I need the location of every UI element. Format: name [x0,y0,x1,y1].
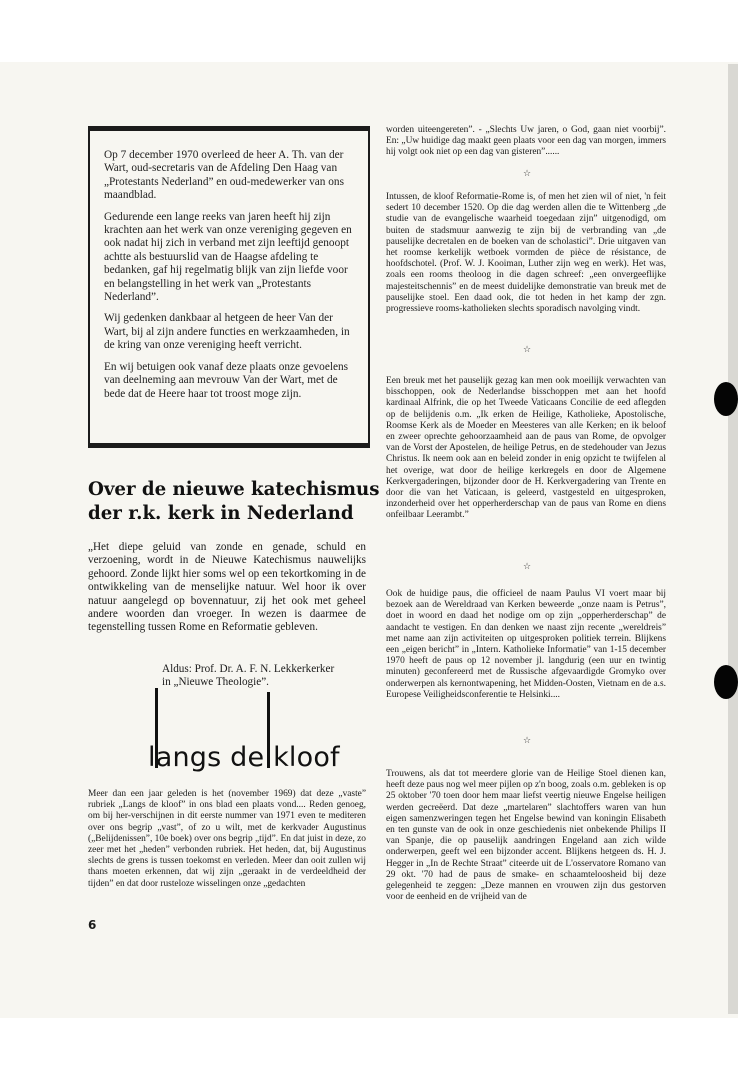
right-column-block-1 [386,125,666,159]
punch-hole-top [714,382,738,416]
column-logo [148,688,340,780]
right-paragraph: Trouwens, als dat tot meerdere glorie van de Heilige Stoel dienen kan, heeft deze paus nog wel meer pijlen op z'n boog, zoals o.m. gebleken is op 25 oktober '70 toen door hem maar liefst veertig nieuwe Engelse heiligen werden gecreëerd. Dat deze „martelaren” slachtoffers waren van hun eigen samenzweringen tegen het Engelse bewind van koningin Elisabeth en ten gunste van de ook in onze geschiedenis niet onbekende Philips II van Spanje, die op pauselijk aandringen Engeland aan zich wilde onderwerpen, geeft wel een bijzonder accent. Blijkens hetgeen ds. H. J. Hegger in „In de Rechte Straat” citeerde uit de L'osservatore Romano van 29 okt. '70 had de paus de smake- en schaamteloosheid bij deze gelegenheid te zeggen: „Deze mannen en vrouwen zijn dus gestorven voor de eenheid en de vrijheid van de [386,769,666,903]
section-star: ☆ [523,736,532,746]
right-paragraph: Intussen, de kloof Reformatie-Rome is, of men het zien wil of niet, 'n feit sedert 10 december 1520. Op die dag werden allen die te Wittenberg „de studie van de evangelische waarheid toegedaan zijn” uitgenodigd, om buiten de stadsmuur aanwezig te zijn bij de verbranding van „de pauselijke decretalen en de boeken van de scholastici”. Drie uitgaven van het roomse kerkelijk wetboek vormden de pièce de résistance, de hoofdschotel. (Prof. W. J. Kooiman, Luther zijn weg en werk). Het was, zoals een rooms theoloog in die dagen schreef: „een onvergeeflijke majesteitschennis” en de meest duidelijke demonstratie van breuk met de pauselijke stoel. Een daad ook, die tot heden in het kamp der zgn. progressieve rooms-katholieken slechts sporadisch navolging vindt. [386,192,666,315]
section-star: ☆ [523,169,532,179]
right-column-block-3 [386,376,666,522]
column-intro [88,789,366,890]
section-star: ☆ [523,562,532,572]
obituary-paragraph: Gedurende een lange reeks van jaren heeft hij zijn krachten aan het werk van onze vereniging gegeven en ook nadat hij zich in verband met zijn leeftijd genoopt achtte als bestuurslid van de Haagse afdeling te bedanken, gaf hij regelmatig blijk van zijn liefde voor en belangstelling in het werk van „Protestants Nederland”. [104,210,352,304]
section-star: ☆ [523,345,532,355]
quote-attribution [162,663,334,690]
attribution-source: in „Nieuwe Theologie”. [162,676,269,689]
obituary-box [88,126,370,448]
obituary-paragraph: Op 7 december 1970 overleed de heer A. Th. van der Wart, oud-secretaris van de Afdeling Den Haag van „Protestants Nederland” en oud-medewerker van ons maandblad. [104,149,344,202]
logo-text: langs de kloof [148,742,340,773]
intro-text: Meer dan een jaar geleden is het (november 1969) dat deze „vaste” rubriek „Langs de kloof” in ons blad een plaats vond.... Reden genoeg, om bij her-verschijnen in dit eerste nummer van 1971 even te mediteren over ons begrip „vast”, of zo u wilt, met de kerkvader Augustinus („Belijdenissen”, 10e boek) over ons begrip „tijd”. En dat juist in deze, zo zeer met het „heden” verbonden rubriek. Het heden, dat, bij Augustinus slechts de grens is tussen toekomst en verleden. Meer dan ooit zullen wij thans moeten erkennen, dat wij zijn „geraakt in de verdeeldheid der tijden” en dat door rusteloze wisselingen onze „gedachten [88,789,366,889]
article-quote [88,541,366,635]
right-column-block-5 [386,769,666,903]
right-paragraph: Een breuk met het pauselijk gezag kan men ook moeilijk verwachten van bisschoppen, ook de Nederlandse bisschoppen met aan het hoofd kardinaal Alfrink, die op het Tweede Vaticaans Concilie de eed aflegden op de belijdenis o.m. „Ik erken de Heilige, Katholieke, Apostolische, Roomse Kerk als de Moeder en Meesteres van alle Kerken; en ik beloof en zweer oprechte gehoorzaamheid aan de paus van Rome, de opvolger van de Vorst der Apostelen, de heilige Petrus, en de stedehouder van Jezus Christus. Ik neem ook aan en beleid zonder in enig opzicht te twijfelen al het overige, wat door de heilige kerkregels en door de Algemene Kerkvergaderingen, bijzonder door de H. Kerkvergadering van Trente en door die van het Vaticaan, is geleerd, vastgesteld en uitgesproken, inzonderheid over het opperherderschap van de paus van Rome en diens onfeilbaar Leerambt.” [386,376,666,521]
right-column-block-4 [386,589,666,701]
obituary-paragraph: Wij gedenken dankbaar al hetgeen de heer Van der Wart, bij al zijn andere functies en werkzaamheden, in de kring van onze vereniging heeft verricht. [104,312,350,352]
right-paragraph: worden uiteengereten”. - „Slechts Uw jaren, o God, gaan niet voorbij”. En: „Uw huidige dag maakt geen plaats voor een dag van morgen, immers hij volgt ook niet op een dag van gisteren”...... [386,125,666,158]
page-number: 6 [88,918,97,932]
obituary-text [104,149,357,409]
attribution-author: Aldus: Prof. Dr. A. F. N. Lekkerkerker [162,663,335,675]
binder-edge [728,64,738,1014]
quote-text: „Het diepe geluid van zonde en genade, schuld en verzoening, wordt in de Nieuwe Katechismus nauwelijks gehoord. Zonde lijkt hier soms wel op een tekortkoming in de ontwikkeling van de menselijke natuur. Wel hoor ik over natuur aangelegd op bovennatuur, zij het ook met geheel andere woorden dan vroeger. In wezen is daarmee de tegenstelling tussen Rome en Reformatie gebleven. [88,541,366,634]
right-column-block-2 [386,192,666,315]
right-paragraph: Ook de huidige paus, die officieel de naam Paulus VI voert maar bij bezoek aan de Wereldraad van Kerken beweerde „onze naam is Petrus”, doet in woord en daad het nodige om op zijn „opperherderschap” de aandacht te vestigen. En dan denken we naast zijn recente „wereldreis” met name aan zijn activiteiten op uitgesproken politiek terrein. Blijkens een „eigen bericht” in „Intern. Katholieke Informatie” van 1-15 december 1970 heeft de paus op 12 november jl. langdurig (een uur en twintig minuten) geconfereerd met de Russische afgevaardigde Gromyko over onderwerpen als kernontwapening, het Midden-Oosten, Vietnam en de a.s. Europese Veiligheidsconferentie te Helsinki.... [386,589,666,700]
obituary-paragraph: En wij betuigen ook vanaf deze plaats onze gevoelens van deelneming aan mevrouw Van der Wart, met de bede dat de Heere haar tot troost moge zijn. [104,360,349,400]
article-title: Over de nieuwe katechismus der r.k. kerk in Nederland [88,479,380,524]
punch-hole-bottom [714,665,738,699]
